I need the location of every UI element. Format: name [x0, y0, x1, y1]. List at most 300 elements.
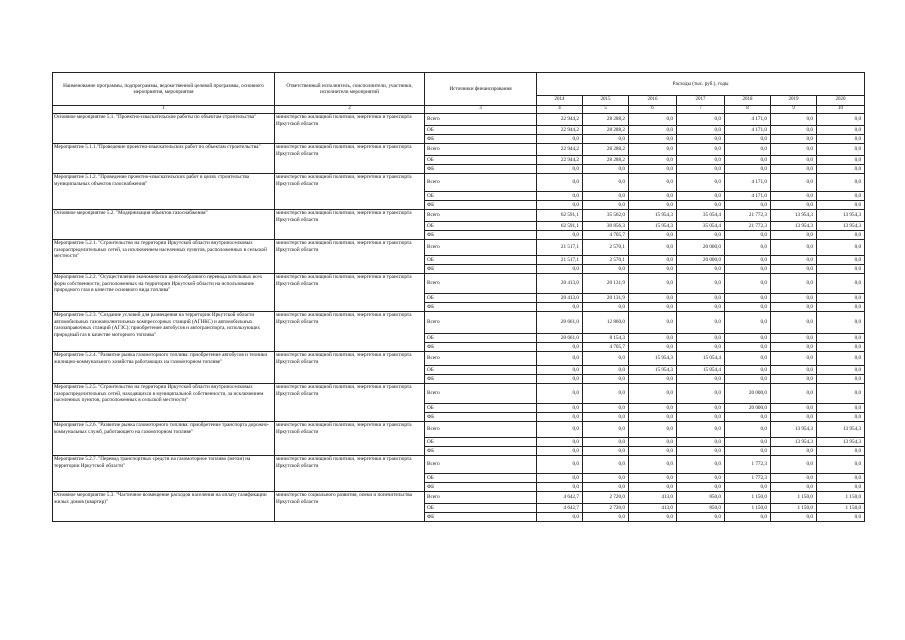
funding-source-cell: Всего: [425, 492, 537, 504]
amount-cell: 0,0: [771, 274, 817, 294]
amount-cell: 0,0: [677, 343, 725, 352]
amount-cell: 0,0: [629, 303, 677, 312]
amount-cell: 15 954,3: [629, 352, 677, 366]
amount-cell: 0,0: [629, 256, 677, 265]
amount-cell: 0,0: [583, 404, 629, 413]
amount-cell: 0,0: [629, 343, 677, 352]
amount-cell: 22 944,2: [537, 144, 583, 156]
amount-cell: 20 661,0: [537, 334, 583, 343]
amount-cell: 0,0: [677, 265, 725, 274]
amount-cell: 0,0: [677, 231, 725, 240]
amount-cell: 0,0: [817, 240, 865, 256]
amount-cell: 0,0: [725, 135, 771, 144]
amount-cell: 0,0: [771, 456, 817, 474]
funding-source-cell: Всего: [425, 312, 537, 334]
amount-cell: 0,0: [537, 456, 583, 474]
amount-cell: 0,0: [537, 201, 583, 210]
amount-cell: 0,0: [583, 192, 629, 201]
amount-cell: 0,0: [537, 375, 583, 384]
amount-cell: 0,0: [537, 231, 583, 240]
amount-cell: 0,0: [677, 144, 725, 156]
amount-cell: 0,0: [629, 384, 677, 404]
amount-cell: 12 860,0: [583, 312, 629, 334]
table-row: [53, 456, 865, 474]
funding-source-cell: ОБ: [425, 474, 537, 483]
amount-cell: 0,0: [725, 352, 771, 366]
funding-source-cell: ФБ: [425, 135, 537, 144]
amount-cell: 20 413,0: [537, 294, 583, 303]
amount-cell: 0,0: [629, 240, 677, 256]
amount-cell: 0,0: [537, 135, 583, 144]
program-name-cell: Основное мероприятие 5.3. "Частичное возмещение расходов населения на оплату газификации жилых домов (квартир)": [53, 492, 275, 522]
funding-source-cell: ФБ: [425, 201, 537, 210]
amount-cell: 0,0: [817, 303, 865, 312]
amount-cell: 30 856,3: [583, 222, 629, 231]
amount-cell: 0,0: [725, 375, 771, 384]
amount-cell: 0,0: [771, 375, 817, 384]
program-name-cell: Мероприятие 5.2.4. "Развитие рынка газомоторного топлива: приобретение автобусов и техники жилищно-коммунального хозяйства работающих на газомоторном топливе": [53, 352, 275, 384]
amount-cell: 0,0: [725, 303, 771, 312]
amount-cell: 20 000,0: [725, 384, 771, 404]
amount-cell: 0,0: [725, 366, 771, 375]
amount-cell: 28 288,2: [583, 126, 629, 135]
amount-cell: 0,0: [817, 144, 865, 156]
amount-cell: 0,0: [677, 474, 725, 483]
funding-source-cell: ФБ: [425, 413, 537, 422]
amount-cell: 0,0: [817, 192, 865, 201]
amount-cell: 0,0: [537, 192, 583, 201]
amount-cell: 0,0: [817, 165, 865, 174]
amount-cell: 1 772,3: [725, 456, 771, 474]
amount-cell: 0,0: [583, 456, 629, 474]
amount-cell: 0,0: [677, 375, 725, 384]
amount-cell: 0,0: [725, 312, 771, 334]
amount-cell: 4 642,7: [537, 492, 583, 504]
funding-source-cell: ОБ: [425, 438, 537, 447]
amount-cell: 0,0: [771, 256, 817, 265]
executor-cell: министерство жилищной политики, энергетики и транспорта Иркутской области: [275, 174, 425, 210]
amount-cell: 4 705,7: [583, 231, 629, 240]
funding-source-cell: ФБ: [425, 231, 537, 240]
amount-cell: 0,0: [817, 256, 865, 265]
funding-source-cell: ОБ: [425, 504, 537, 513]
amount-cell: 0,0: [771, 474, 817, 483]
amount-cell: 62 591,1: [537, 210, 583, 222]
amount-cell: 20 131,9: [583, 274, 629, 294]
amount-cell: 0,0: [677, 201, 725, 210]
amount-cell: 0,0: [583, 352, 629, 366]
table-row: [53, 422, 865, 438]
amount-cell: 0,0: [725, 256, 771, 265]
funding-source-cell: ОБ: [425, 334, 537, 343]
amount-cell: 0,0: [677, 126, 725, 135]
executor-cell: министерство жилищной политики, энергетики и транспорта Иркутской области: [275, 456, 425, 492]
amount-cell: 0,0: [677, 404, 725, 413]
amount-cell: 0,0: [725, 144, 771, 156]
executor-cell: министерство жилищной политики, энергетики и транспорта Иркутской области: [275, 210, 425, 240]
amount-cell: 1 150,0: [771, 492, 817, 504]
funding-source-cell: ОБ: [425, 222, 537, 231]
amount-cell: 0,0: [537, 384, 583, 404]
amount-cell: 0,0: [771, 201, 817, 210]
amount-cell: 0,0: [629, 334, 677, 343]
executor-cell: министерство жилищной политики, энергетики и транспорта Иркутской области: [275, 422, 425, 456]
amount-cell: 1 150,0: [725, 504, 771, 513]
amount-cell: 0,0: [629, 404, 677, 413]
amount-cell: 0,0: [771, 366, 817, 375]
amount-cell: 0,0: [771, 303, 817, 312]
executor-cell: министерство социального развития, опеки и попечительства Иркутской области: [275, 492, 425, 522]
program-name-cell: Основное мероприятие 5.1. "Проектно-изыскательские работы по объектам строительства": [53, 114, 275, 144]
amount-cell: 413,0: [629, 504, 677, 513]
amount-cell: 0,0: [817, 274, 865, 294]
funding-source-cell: ОБ: [425, 256, 537, 265]
amount-cell: 20 000,0: [677, 240, 725, 256]
amount-cell: 0,0: [583, 135, 629, 144]
amount-cell: 0,0: [725, 294, 771, 303]
column-index: 8: [725, 106, 771, 114]
column-index: 3: [425, 106, 537, 114]
amount-cell: 22 944,2: [537, 156, 583, 165]
program-name-cell: Мероприятие 5.1.1."Проведение проектно-изыскательских работ по объектам строительства": [53, 144, 275, 174]
amount-cell: 0,0: [771, 144, 817, 156]
table-row: [53, 240, 865, 256]
header-executor: Ответственный исполнитель, соисполнители, участники, исполнители мероприятий: [275, 73, 425, 106]
amount-cell: 0,0: [629, 174, 677, 192]
amount-cell: 0,0: [677, 384, 725, 404]
amount-cell: 0,0: [583, 422, 629, 438]
funding-source-cell: ФБ: [425, 265, 537, 274]
amount-cell: 0,0: [771, 156, 817, 165]
amount-cell: 0,0: [629, 312, 677, 334]
column-index: 9: [771, 106, 817, 114]
amount-cell: 0,0: [817, 456, 865, 474]
amount-cell: 1 150,0: [817, 492, 865, 504]
amount-cell: 0,0: [725, 165, 771, 174]
amount-cell: 0,0: [725, 483, 771, 492]
amount-cell: 1 150,0: [817, 504, 865, 513]
amount-cell: 2 720,0: [583, 492, 629, 504]
amount-cell: 28 288,2: [583, 156, 629, 165]
amount-cell: 20 000,0: [677, 256, 725, 265]
amount-cell: 0,0: [583, 438, 629, 447]
funding-source-cell: ФБ: [425, 165, 537, 174]
amount-cell: 13 954,3: [771, 210, 817, 222]
amount-cell: 21 772,3: [725, 210, 771, 222]
amount-cell: 0,0: [817, 265, 865, 274]
column-index: 6: [629, 106, 677, 114]
amount-cell: 0,0: [629, 231, 677, 240]
amount-cell: 0,0: [725, 422, 771, 438]
amount-cell: 0,0: [629, 274, 677, 294]
amount-cell: 28 288,2: [583, 144, 629, 156]
header-year: 2020: [817, 96, 865, 106]
amount-cell: 413,0: [629, 492, 677, 504]
amount-cell: 0,0: [771, 343, 817, 352]
amount-cell: 0,0: [677, 422, 725, 438]
executor-cell: министерство жилищной политики, энергетики и транспорта Иркутской области: [275, 274, 425, 312]
amount-cell: 0,0: [537, 303, 583, 312]
document-page: [52, 72, 864, 522]
amount-cell: 0,0: [537, 422, 583, 438]
program-name-cell: Мероприятие 5.2.2. "Осуществление экономически целесообразного перевода котельных всех форм собственности, расположенных на территории Иркутской области на использование природного газа в качестве основного вида топлива": [53, 274, 275, 312]
amount-cell: 0,0: [771, 404, 817, 413]
funding-source-cell: ФБ: [425, 447, 537, 456]
executor-cell: министерство жилищной политики, энергетики и транспорта Иркутской области: [275, 352, 425, 384]
amount-cell: 1 150,0: [725, 492, 771, 504]
amount-cell: 0,0: [677, 447, 725, 456]
amount-cell: 0,0: [677, 294, 725, 303]
header-year: 2015: [583, 96, 629, 106]
amount-cell: 4 705,7: [583, 343, 629, 352]
amount-cell: 13 954,3: [771, 438, 817, 447]
amount-cell: 0,0: [677, 456, 725, 474]
amount-cell: 0,0: [583, 303, 629, 312]
amount-cell: 0,0: [817, 294, 865, 303]
amount-cell: 15 954,3: [629, 210, 677, 222]
amount-cell: 0,0: [771, 240, 817, 256]
amount-cell: 0,0: [817, 474, 865, 483]
amount-cell: 15 954,3: [629, 366, 677, 375]
amount-cell: 0,0: [629, 513, 677, 522]
program-name-cell: Мероприятие 5.2.1. "Строительство на территории Иркутской области внутрипоселковых газораспределительных сетей, за исключением населенных пунктов, расположенных в сельской местности": [53, 240, 275, 274]
funding-source-cell: Всего: [425, 210, 537, 222]
financing-table: [52, 72, 865, 522]
amount-cell: 35 054,4: [677, 222, 725, 231]
table-row: [53, 384, 865, 404]
funding-source-cell: ОБ: [425, 156, 537, 165]
amount-cell: 0,0: [725, 513, 771, 522]
amount-cell: 0,0: [817, 366, 865, 375]
amount-cell: 35 054,4: [677, 210, 725, 222]
executor-cell: министерство жилищной политики, энергетики и транспорта Иркутской области: [275, 384, 425, 422]
amount-cell: 0,0: [725, 438, 771, 447]
amount-cell: 0,0: [677, 413, 725, 422]
table-row: [53, 312, 865, 334]
amount-cell: 0,0: [677, 174, 725, 192]
amount-cell: 0,0: [817, 352, 865, 366]
amount-cell: 0,0: [629, 156, 677, 165]
amount-cell: 4 171,0: [725, 174, 771, 192]
amount-cell: 0,0: [537, 483, 583, 492]
header-year: 2014: [537, 96, 583, 106]
amount-cell: 0,0: [629, 114, 677, 126]
amount-cell: 0,0: [817, 404, 865, 413]
amount-cell: 0,0: [537, 513, 583, 522]
amount-cell: 0,0: [817, 174, 865, 192]
amount-cell: 0,0: [537, 265, 583, 274]
amount-cell: 0,0: [771, 334, 817, 343]
amount-cell: 35 562,0: [583, 210, 629, 222]
amount-cell: 0,0: [583, 265, 629, 274]
amount-cell: 21 772,3: [725, 222, 771, 231]
amount-cell: 0,0: [583, 483, 629, 492]
amount-cell: 0,0: [677, 135, 725, 144]
column-index: 2: [275, 106, 425, 114]
amount-cell: 850,0: [677, 504, 725, 513]
amount-cell: 0,0: [537, 366, 583, 375]
funding-source-cell: Всего: [425, 174, 537, 192]
amount-cell: 2 570,1: [583, 256, 629, 265]
header-year: 2019: [771, 96, 817, 106]
amount-cell: 0,0: [771, 265, 817, 274]
amount-cell: 0,0: [537, 474, 583, 483]
amount-cell: 13 954,3: [817, 210, 865, 222]
amount-cell: 0,0: [771, 231, 817, 240]
funding-source-cell: Всего: [425, 144, 537, 156]
amount-cell: 22 944,2: [537, 126, 583, 135]
table-row: [53, 114, 865, 126]
amount-cell: 21 517,1: [537, 240, 583, 256]
amount-cell: 0,0: [583, 165, 629, 174]
amount-cell: 0,0: [583, 366, 629, 375]
amount-cell: 0,0: [537, 165, 583, 174]
amount-cell: 0,0: [629, 126, 677, 135]
amount-cell: 2 720,0: [583, 504, 629, 513]
amount-cell: 0,0: [817, 513, 865, 522]
amount-cell: 0,0: [629, 135, 677, 144]
funding-source-cell: ОБ: [425, 126, 537, 135]
amount-cell: 15 954,3: [629, 222, 677, 231]
funding-source-cell: ОБ: [425, 366, 537, 375]
amount-cell: 0,0: [537, 352, 583, 366]
amount-cell: 13 954,3: [771, 222, 817, 231]
table-row: [53, 492, 865, 504]
table-row: [53, 144, 865, 156]
header-source: Источники финансирования: [425, 73, 537, 106]
amount-cell: 13 954,3: [817, 438, 865, 447]
amount-cell: 0,0: [583, 447, 629, 456]
amount-cell: 0,0: [629, 165, 677, 174]
header-year: 2016: [629, 96, 677, 106]
amount-cell: 4 171,0: [725, 126, 771, 135]
header-year: 2018: [725, 96, 771, 106]
amount-cell: 0,0: [771, 384, 817, 404]
amount-cell: 0,0: [725, 413, 771, 422]
amount-cell: 0,0: [817, 334, 865, 343]
amount-cell: 850,0: [677, 492, 725, 504]
amount-cell: 0,0: [817, 156, 865, 165]
amount-cell: 0,0: [725, 334, 771, 343]
amount-cell: 20 000,0: [725, 404, 771, 413]
amount-cell: 0,0: [771, 135, 817, 144]
amount-cell: 0,0: [771, 413, 817, 422]
amount-cell: 0,0: [629, 474, 677, 483]
amount-cell: 0,0: [817, 114, 865, 126]
header-name: Наименование программы, подпрограммы, ведомственной целевой программы, основного мероприятия, мероприятия: [53, 73, 275, 106]
amount-cell: 0,0: [677, 513, 725, 522]
amount-cell: 22 944,2: [537, 114, 583, 126]
amount-cell: 0,0: [677, 274, 725, 294]
amount-cell: 0,0: [725, 156, 771, 165]
amount-cell: 0,0: [817, 201, 865, 210]
amount-cell: 0,0: [771, 352, 817, 366]
funding-source-cell: Всего: [425, 240, 537, 256]
amount-cell: 0,0: [817, 343, 865, 352]
funding-source-cell: ФБ: [425, 483, 537, 492]
amount-cell: 0,0: [771, 114, 817, 126]
column-index: 4: [537, 106, 583, 114]
amount-cell: 0,0: [817, 483, 865, 492]
funding-source-cell: Всего: [425, 114, 537, 126]
amount-cell: 0,0: [725, 274, 771, 294]
amount-cell: 20 413,0: [537, 274, 583, 294]
amount-cell: 0,0: [537, 404, 583, 413]
amount-cell: 13 954,3: [817, 422, 865, 438]
program-name-cell: Мероприятие 5.1.2. "Проведение проектно-изыскательских работ в целях строительства муниципальных объектов газоснабжения": [53, 174, 275, 210]
amount-cell: 0,0: [629, 456, 677, 474]
funding-source-cell: Всего: [425, 274, 537, 294]
amount-cell: 0,0: [629, 192, 677, 201]
amount-cell: 0,0: [677, 114, 725, 126]
amount-cell: 0,0: [817, 413, 865, 422]
amount-cell: 0,0: [817, 126, 865, 135]
amount-cell: 0,0: [583, 174, 629, 192]
amount-cell: 0,0: [629, 375, 677, 384]
amount-cell: 0,0: [677, 312, 725, 334]
executor-cell: министерство жилищной политики, энергетики и транспорта Иркутской области: [275, 240, 425, 274]
amount-cell: 0,0: [817, 312, 865, 334]
amount-cell: 0,0: [817, 231, 865, 240]
amount-cell: 20 131,9: [583, 294, 629, 303]
amount-cell: 0,0: [537, 413, 583, 422]
amount-cell: 0,0: [629, 483, 677, 492]
funding-source-cell: ФБ: [425, 303, 537, 312]
table-row: [53, 174, 865, 192]
amount-cell: 0,0: [771, 126, 817, 135]
amount-cell: 0,0: [629, 447, 677, 456]
amount-cell: 0,0: [583, 384, 629, 404]
amount-cell: 2 570,1: [583, 240, 629, 256]
amount-cell: 15 054,4: [677, 366, 725, 375]
amount-cell: 0,0: [771, 483, 817, 492]
table-row: [53, 352, 865, 366]
amount-cell: 15 054,4: [677, 352, 725, 366]
amount-cell: 0,0: [817, 384, 865, 404]
program-name-cell: Основное мероприятие 5.2. "Модернизация объектов газоснабжения": [53, 210, 275, 240]
amount-cell: 8 154,3: [583, 334, 629, 343]
amount-cell: 0,0: [583, 513, 629, 522]
column-index: 7: [677, 106, 725, 114]
amount-cell: 0,0: [725, 201, 771, 210]
amount-cell: 62 591,1: [537, 222, 583, 231]
amount-cell: 1 772,3: [725, 474, 771, 483]
executor-cell: министерство жилищной политики, энергетики и транспорта Иркутской области: [275, 114, 425, 144]
executor-cell: министерство жилищной политики, энергетики и транспорта Иркутской области: [275, 312, 425, 352]
funding-source-cell: Всего: [425, 422, 537, 438]
funding-source-cell: ОБ: [425, 294, 537, 303]
amount-cell: 0,0: [583, 474, 629, 483]
funding-source-cell: Всего: [425, 352, 537, 366]
amount-cell: 0,0: [677, 303, 725, 312]
program-name-cell: Мероприятие 5.2.7. "Перевод транспортных средств на газомоторное топливо (метан) на территории Иркутской области": [53, 456, 275, 492]
amount-cell: 0,0: [677, 334, 725, 343]
table-row: [53, 274, 865, 294]
funding-source-cell: Всего: [425, 384, 537, 404]
funding-source-cell: ОБ: [425, 404, 537, 413]
amount-cell: 0,0: [537, 438, 583, 447]
amount-cell: 13 954,3: [771, 422, 817, 438]
table-body: [53, 114, 865, 522]
amount-cell: 0,0: [677, 483, 725, 492]
amount-cell: 0,0: [677, 165, 725, 174]
amount-cell: 4 171,0: [725, 192, 771, 201]
amount-cell: 4 642,7: [537, 504, 583, 513]
amount-cell: 0,0: [725, 343, 771, 352]
funding-source-cell: ФБ: [425, 513, 537, 522]
program-name-cell: Мероприятие 5.2.3. "Создание условий для размещения на территории Иркутской области автомобильных газонаполнительных компрессорных станций (АГНКС) и автомобильных газозаправочных станций (АГЗС); приобретение автобусов и автотранспорта, использующих природный газ в качестве моторного топлива": [53, 312, 275, 352]
amount-cell: 4 171,0: [725, 114, 771, 126]
